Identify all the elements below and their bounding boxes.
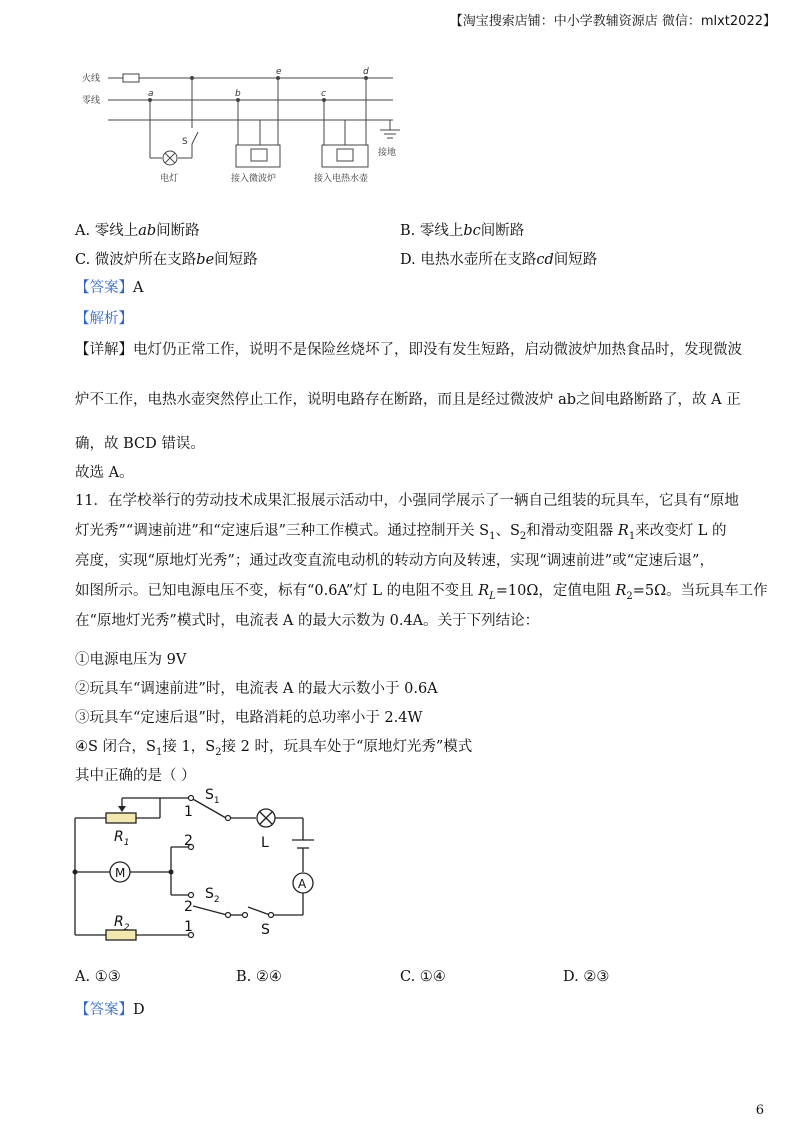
s1-contact-1: 1	[184, 804, 193, 820]
point-d: d	[363, 67, 369, 77]
point-e: e	[276, 67, 282, 77]
q11-stem-line-5: 在“原地灯光秀”模式时，电流表 A 的最大示数为 0.4A。关于下列结论：	[75, 613, 540, 629]
q10-detail-line-1: 【详解】电灯仍正常工作，说明不是保险丝烧坏了，即没有发生短路，启动微波炉加热食品时，发现微波	[75, 342, 742, 358]
lamp-l-label: L	[261, 835, 269, 851]
q10-option-a: A. 零线上ab间断路	[75, 223, 200, 239]
page-number: 6	[755, 1103, 764, 1118]
q10-option-c: C. 微波炉所在支路be间短路	[75, 252, 258, 268]
q10-option-b: B. 零线上bc间断路	[400, 223, 525, 239]
q11-statement-1: ①电源电压为 9V	[75, 652, 187, 668]
motor-symbol: M	[115, 866, 126, 880]
point-c: c	[321, 89, 326, 99]
live-wire-label: 火线	[82, 74, 101, 84]
ammeter-symbol: A	[298, 877, 307, 891]
r1-label: $R_1$	[114, 829, 130, 848]
kettle-label: 接入电热水壶	[314, 174, 369, 184]
q11-stem-line-2: 灯光秀”“调速前进”和“定速后退”三种工作模式。通过控制开关 $S_1$、$S_2$和滑动变阻器 $R_1$来改变灯 L 的	[75, 523, 727, 542]
q10-detail-line-3: 确，故 BCD 错误。	[75, 436, 205, 452]
r2-contact-1: 1	[184, 919, 193, 935]
s2-contact-2-top: 2	[184, 833, 193, 849]
switch-s-label: S	[261, 922, 270, 938]
earth-label: 接地	[378, 148, 397, 158]
switch-label: S	[182, 137, 188, 147]
q11-option-d: D. ②③	[563, 969, 610, 985]
neutral-wire-label: 零线	[82, 96, 101, 106]
q11-stem-line-3: 亮度，实现“原地灯光秀”；通过改变直流电动机的转动方向及转速，实现“调速前进”或“定速后退”，	[75, 553, 714, 569]
household-circuit-figure	[78, 60, 418, 190]
q11-stem-line-1: 11．在学校举行的劳动技术成果汇报展示活动中，小强同学展示了一辆自己组装的玩具车，它具有“原地	[75, 493, 739, 509]
q10-analysis-tag: 【解析】	[75, 311, 133, 327]
page-header: 【淘宝搜索店铺：中小学教辅资源店 微信：mlxt2022】	[449, 14, 776, 29]
microwave-label: 接入微波炉	[231, 174, 277, 184]
q10-option-d: D. 电热水壶所在支路cd间短路	[400, 252, 598, 268]
q11-option-c: C. ①④	[400, 969, 446, 985]
toy-car-circuit-figure	[60, 785, 340, 945]
q11-stem-line-4: 如图所示。已知电源电压不变，标有“0.6A”灯 L 的电阻不变且 $R_L=10\Omega$，定值电阻 $R_2=5\Omega$。当玩具车工作	[75, 583, 768, 602]
q11-option-b: B. ②④	[236, 969, 282, 985]
q10-answer: 【答案】A	[75, 280, 144, 296]
r2-label: $R_2$	[114, 914, 130, 933]
q11-question: 其中正确的是（ ）	[75, 768, 196, 784]
point-a: a	[148, 89, 154, 99]
s1-label: $S_1$	[205, 787, 220, 806]
q11-statement-3: ③玩具车“定速后退”时，电路消耗的总功率小于 2.4W	[75, 710, 423, 726]
lamp-label: 电灯	[160, 174, 179, 184]
q11-answer: 【答案】D	[75, 1002, 145, 1018]
s2-contact-2: 2	[184, 899, 193, 915]
point-b: b	[235, 89, 241, 99]
q11-statement-2: ②玩具车“调速前进”时，电流表 A 的最大示数小于 0.6A	[75, 681, 438, 697]
q11-statement-4: ④S 闭合，$S_1$接 1，$S_2$接 2 时，玩具车处于“原地灯光秀”模式	[75, 739, 473, 758]
q11-option-a: A. ①③	[75, 969, 121, 985]
s2-label: $S_2$	[205, 886, 220, 905]
q10-conclusion: 故选 A。	[75, 465, 134, 481]
q10-detail-line-2: 炉不工作，电热水壶突然停止工作，说明电路存在断路，而且是经过微波炉 ab之间电路断路了，故 A 正	[75, 392, 741, 408]
